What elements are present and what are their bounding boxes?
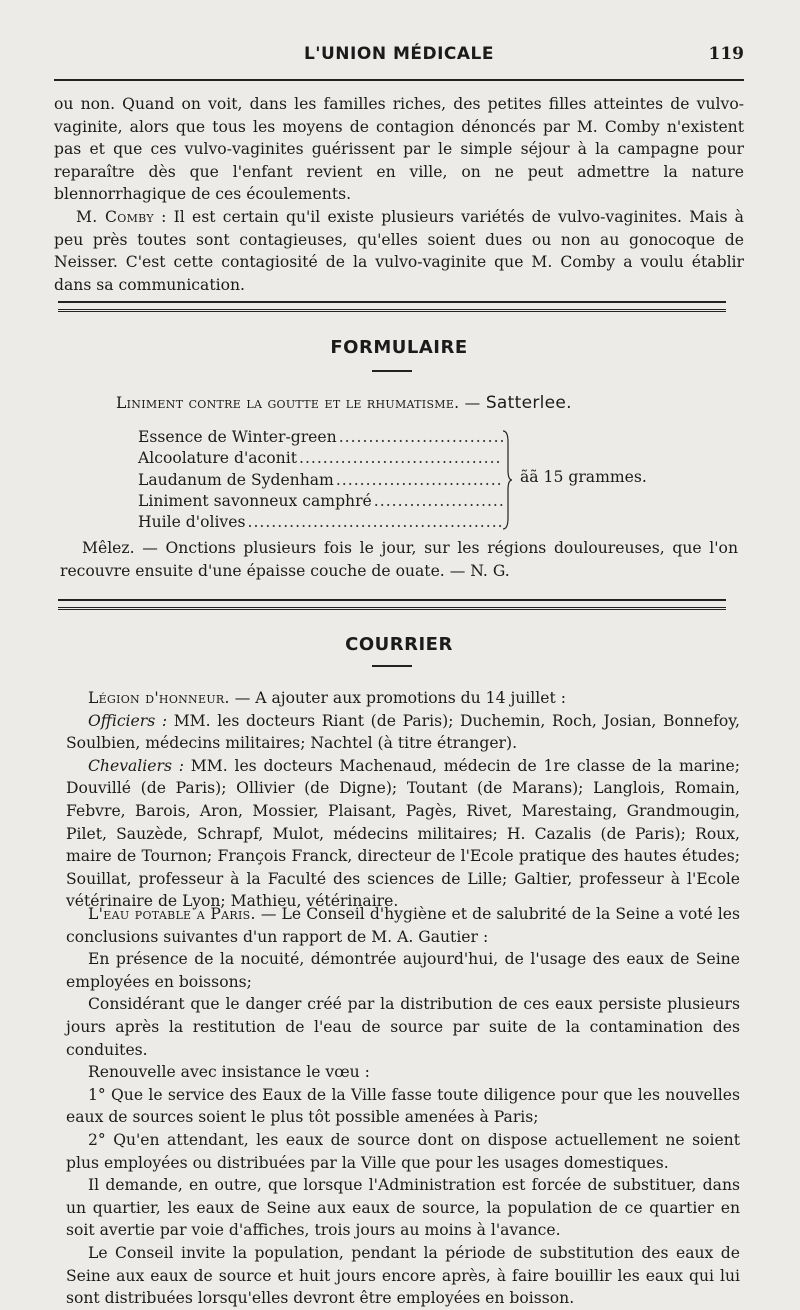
paragraph-comby	[54, 206, 744, 296]
heading-underline	[372, 665, 412, 667]
ingredient-item: Huile d'olives .....	[138, 512, 503, 533]
ingredient-item: Liniment savonneux camphré .....	[138, 491, 503, 512]
ingredient-item: Alcoolature d'aconit .....	[138, 448, 503, 469]
officiers-label: Officiers :	[88, 711, 168, 730]
journal-title: L'UNION MÉDICALE	[303, 44, 495, 64]
eau-paragraph: Considérant que le danger créé par la distribution de ces eaux persiste plusieurs jours après la restitution de l'eau de source par suite de la contamination des conduites.	[66, 995, 740, 1059]
brace-icon	[502, 430, 512, 530]
legion-lead: Légion d'honneur.	[88, 689, 230, 707]
eau-paragraph: Le Conseil invite la population, pendant la période de substitution des eaux de Seine aux eaux de source et huit jours encore après, à faire bouillir les eaux qui lui sont distribuées lorsqu'elles devront être employées en boisson.	[66, 1243, 740, 1308]
eau-paragraph: Il demande, en outre, que lorsque l'Administration est forcée de substituer, dans un quartier, les eaux de Seine aux eaux de source, la population de ce quartier en soit avertie par voie d'affiches, trois jours au moins à l'avance.	[66, 1176, 740, 1240]
section-divider	[58, 599, 726, 608]
paragraph-comby-text: : Il est certain qu'il existe plusieurs variétés de vulvo-vaginites. Mais à peu près toutes sont contagieuses, qu'elles soient dues ou non au gonocoque de Neisser. C'est cette contagiosité de la vulvo-vaginite que M. Comby a voulu établir dans sa communication.	[54, 207, 744, 294]
recipe-name: Liniment contre la goutte et le rhumatisme. —	[116, 394, 486, 412]
legion-chevaliers: Chevaliers : MM. les docteurs Machenaud, médecin de 1re classe de la marine; Douvillé (de Paris); Ollivier (de Digne); Toutant (de Marans); Langlois, Romain, Febvre, Barois, Aron, Mossier, Plaisant, Pagès, Rivet, Marestaing, Grandmougin, Pilet, Sauzède, Schrapf, Mulot, médecins militaires; H. Cazalis (de Paris); Roux, maire de Tournon; François Franck, directeur de l'Ecole pratique des hautes études; Souillat, professeur à la Faculté des sciences de Lille; Galtier, professeur à l'Ecole vétérinaire de Lyon; Mathieu, vétérinaire.	[66, 756, 741, 911]
ingredient-item: Essence de Winter-green .....	[138, 427, 503, 448]
eau-potable-section	[66, 903, 740, 1310]
page-header	[54, 44, 744, 72]
dose: ãã 15 grammes.	[520, 468, 647, 486]
recipe-instructions	[60, 537, 738, 582]
instructions-text: Mêlez. — Onctions plusieurs fois le jour, sur les régions douloureuses, que l'on recouvre ensuite d'une épaisse couche de ouate. — N. G.	[60, 539, 738, 580]
eau-lead: L'eau potable a Paris.	[88, 905, 256, 923]
section-divider-thin	[58, 311, 726, 312]
recipe-author: Satterlee.	[485, 393, 572, 413]
eau-paragraph: Renouvelle avec insistance le vœu :	[88, 1063, 370, 1082]
eau-paragraph: 2° Qu'en attendant, les eaux de source dont on dispose actuellement ne soient plus employées ou distribuées par la Ville que pour les usages domestiques.	[66, 1130, 740, 1172]
legion-honneur-section	[66, 687, 740, 913]
section-divider	[58, 301, 726, 310]
heading-underline	[372, 370, 412, 372]
formulaire-heading: FORMULAIRE	[330, 337, 468, 358]
ingredient-item: Laudanum de Sydenham .....	[138, 470, 503, 491]
speaker-name: M. Comby	[76, 207, 154, 226]
courrier-heading: COURRIER	[345, 634, 453, 655]
discussion-continuation	[54, 93, 744, 296]
legion-intro: Légion d'honneur. — A ajouter aux promotions du 14 juillet :	[88, 689, 566, 707]
eau-paragraph: 1° Que le service des Eaux de la Ville fasse toute diligence pour que les nouvelles eaux de sources soient le plus tôt possible amenées à Paris;	[66, 1085, 740, 1127]
section-divider-thin	[58, 609, 726, 610]
legion-officiers: Officiers : MM. les docteurs Riant (de Paris); Duchemin, Roch, Josian, Bonnefoy, Soulbien, médecins militaires; Nachtel (à titre étranger).	[66, 711, 741, 753]
eau-paragraph: En présence de la nocuité, démontrée aujourd'hui, de l'usage des eaux de Seine employées en boissons;	[66, 950, 740, 991]
eau-intro: L'eau potable a Paris. — Le Conseil d'hygiène et de salubrité de la Seine a voté les conclusions suivantes d'un rapport de M. A. Gautier :	[66, 905, 741, 946]
header-rule	[54, 79, 744, 81]
ingredient-list	[138, 427, 503, 533]
recipe-title	[116, 393, 740, 413]
chevaliers-label: Chevaliers :	[88, 756, 185, 775]
paragraph-continuation: ou non. Quand on voit, dans les familles riches, des petites filles atteintes de vulvo-vaginite, alors que tous les moyens de contagion dénoncés par M. Comby n'existent pas et que ces vulvo-vaginites guérissent par le simple séjour à la campagne pour reparaître dès que l'enfant revient en ville, on ne peut admettre la nature blennorrhagique de ces écoulements.	[54, 95, 744, 204]
page-number: 119	[708, 44, 744, 64]
